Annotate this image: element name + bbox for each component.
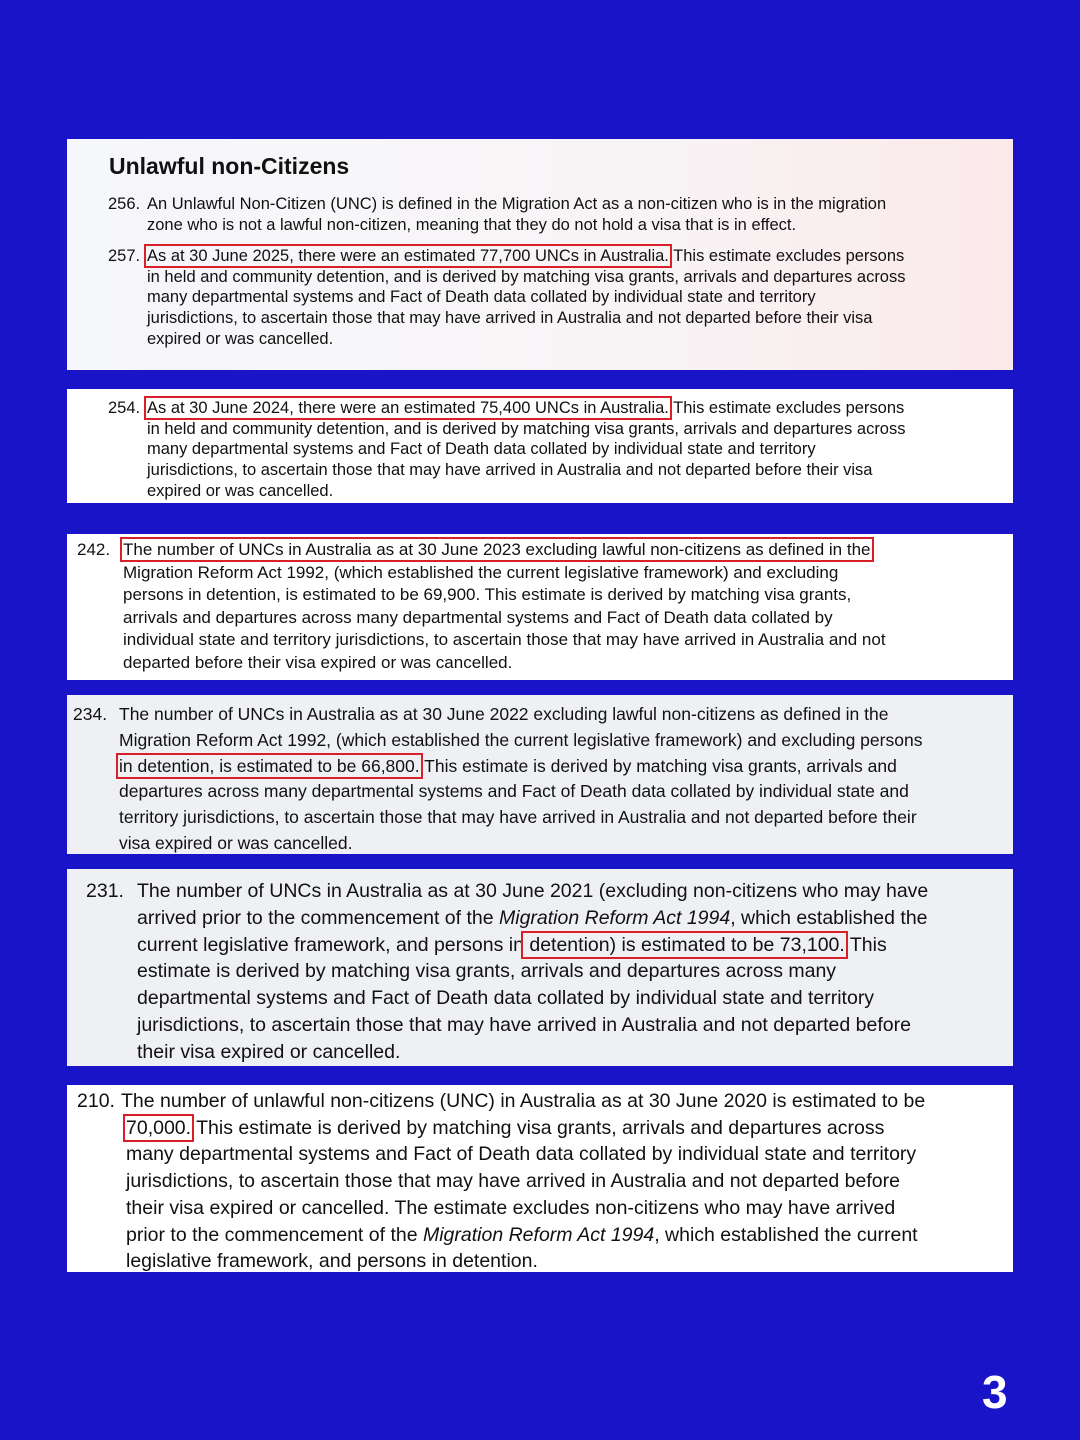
text-line: many departmental systems and Fact of Death data collated by individual state and territory — [147, 440, 816, 459]
text-line: their visa expired or cancelled. — [137, 1040, 401, 1063]
text-span: , which established the current — [654, 1223, 918, 1246]
text-line — [73, 754, 922, 780]
text-line — [86, 932, 928, 959]
text-line: The number of UNCs in Australia as at 30 June 2022 excluding lawful non-citizens as defined in the — [119, 704, 889, 724]
page-number: 3 — [982, 1366, 1008, 1418]
text-line — [77, 539, 886, 562]
text-line: many departmental systems and Fact of Death data collated by individual state and territory — [126, 1143, 917, 1166]
text-line: their visa expired or cancelled. The estimate excludes non-citizens who may have arrived — [126, 1196, 896, 1219]
paragraph-number: 254. — [108, 399, 141, 417]
highlighted-estimate: in detention, is estimated to be 66,800. — [119, 755, 420, 776]
text-line: legislative framework, and persons in detention. — [126, 1250, 538, 1272]
paragraph-number: 231. — [86, 880, 124, 902]
text-line: in held and community detention, and is derived by matching visa grants, arrivals and departures across — [147, 267, 906, 286]
paragraph-257 — [108, 246, 905, 349]
text-line — [77, 1115, 925, 1142]
paragraph-number: 257. — [108, 247, 141, 265]
text-line — [108, 398, 905, 419]
act-title: Migration Reform Act 1994 — [499, 906, 731, 929]
paragraph-210 — [77, 1088, 925, 1272]
text-span: prior to the commencement of the — [126, 1223, 423, 1246]
text-span: This — [844, 933, 887, 956]
paragraph-231 — [86, 878, 928, 1066]
text-line: departmental systems and Fact of Death data collated by individual state and territory — [137, 987, 875, 1010]
highlighted-estimate: The number of UNCs in Australia as at 30 June 2023 excluding lawful non-citizens as defined in the — [123, 540, 871, 559]
excerpt-panel-2023 — [67, 534, 1013, 680]
text-span: This estimate is derived by matching visa grants, arrivals and departures across — [191, 1116, 885, 1139]
paragraph-number: 234. — [73, 704, 108, 724]
paragraph-number: 210. — [77, 1090, 115, 1112]
text-line: zone who is not a lawful non-citizen, meaning that they do not hold a visa that is in effect. — [147, 215, 797, 234]
text-line: jurisdictions, to ascertain those that may have arrived in Australia and not departed before — [126, 1170, 900, 1193]
highlighted-estimate: 70,000. — [126, 1116, 192, 1139]
text-line: jurisdictions, to ascertain those that may have arrived in Australia and not departed before their visa — [147, 308, 873, 327]
excerpt-panel-2024 — [67, 389, 1013, 503]
text-line: jurisdictions, to ascertain those that may have arrived in Australia and not departed before their visa — [147, 460, 873, 479]
text-line: persons in detention, is estimated to be 69,900. This estimate is derived by matching visa grants, — [123, 585, 852, 604]
paragraph-256 — [108, 194, 886, 235]
text-line: many departmental systems and Fact of Death data collated by individual state and territory — [147, 288, 816, 307]
paragraph-254 — [108, 398, 905, 501]
text-line: The number of unlawful non-citizens (UNC) in Australia as at 30 June 2020 is estimated to be — [121, 1090, 926, 1112]
text-line: An Unlawful Non-Citizen (UNC) is defined in the Migration Act as a non-citizen who is in the migration — [147, 195, 887, 213]
text-line: in held and community detention, and is derived by matching visa grants, arrivals and departures across — [147, 419, 906, 438]
text-line: expired or was cancelled. — [147, 329, 334, 348]
text-line: departures across many departmental systems and Fact of Death data collated by individual state and — [119, 781, 909, 802]
excerpt-panel-2021 — [67, 869, 1013, 1066]
paragraph-number: 242. — [77, 540, 111, 559]
text-span: This estimate excludes persons — [668, 399, 905, 417]
text-line: estimate is derived by matching visa grants, arrivals and departures across many — [137, 960, 837, 983]
text-line — [77, 1222, 925, 1249]
highlighted-estimate: As at 30 June 2024, there were an estimated 75,400 UNCs in Australia. — [147, 399, 669, 417]
act-title: Migration Reform Act 1994 — [422, 1223, 655, 1246]
paragraph-number: 256. — [108, 195, 141, 213]
text-line: The number of UNCs in Australia as at 30 June 2021 (excluding non-citizens who may have — [137, 880, 929, 902]
excerpt-panel-2025 — [67, 139, 1013, 370]
paragraph-242 — [77, 539, 886, 674]
text-line: territory jurisdictions, to ascertain those that may have arrived in Australia and not departed before their — [119, 807, 917, 828]
text-line: arrivals and departures across many departmental systems and Fact of Death data collated by — [123, 607, 833, 627]
text-line — [86, 905, 928, 932]
text-span: This estimate is derived by matching visa grants, arrivals and — [419, 755, 897, 776]
text-line: Migration Reform Act 1992, (which established the current legislative framework) and excluding persons — [119, 729, 923, 750]
excerpt-panel-2020 — [67, 1085, 1013, 1272]
highlighted-estimate: detention) is estimated to be 73,100. — [523, 933, 845, 956]
text-span: current legislative framework, and persons in — [137, 933, 524, 956]
text-line: visa expired or was cancelled. — [119, 832, 353, 853]
text-line: departed before their visa expired or was cancelled. — [123, 652, 513, 672]
text-line: individual state and territory jurisdictions, to ascertain those that may have arrived in Australia and not — [123, 630, 886, 649]
text-line: Migration Reform Act 1992, (which established the current legislative framework) and excluding — [123, 562, 839, 582]
text-span: This estimate excludes persons — [668, 247, 905, 265]
section-heading: Unlawful non-Citizens — [109, 153, 350, 179]
text-span: , which established the — [730, 906, 928, 929]
text-span: arrived prior to the commencement of the — [137, 906, 499, 929]
text-line: expired or was cancelled. — [147, 481, 334, 500]
text-line: jurisdictions, to ascertain those that may have arrived in Australia and not departed before — [137, 1013, 911, 1036]
paragraph-234 — [73, 702, 922, 854]
excerpt-panel-2022 — [67, 695, 1013, 854]
text-line — [108, 246, 905, 267]
highlighted-estimate: As at 30 June 2025, there were an estimated 77,700 UNCs in Australia. — [147, 247, 669, 265]
